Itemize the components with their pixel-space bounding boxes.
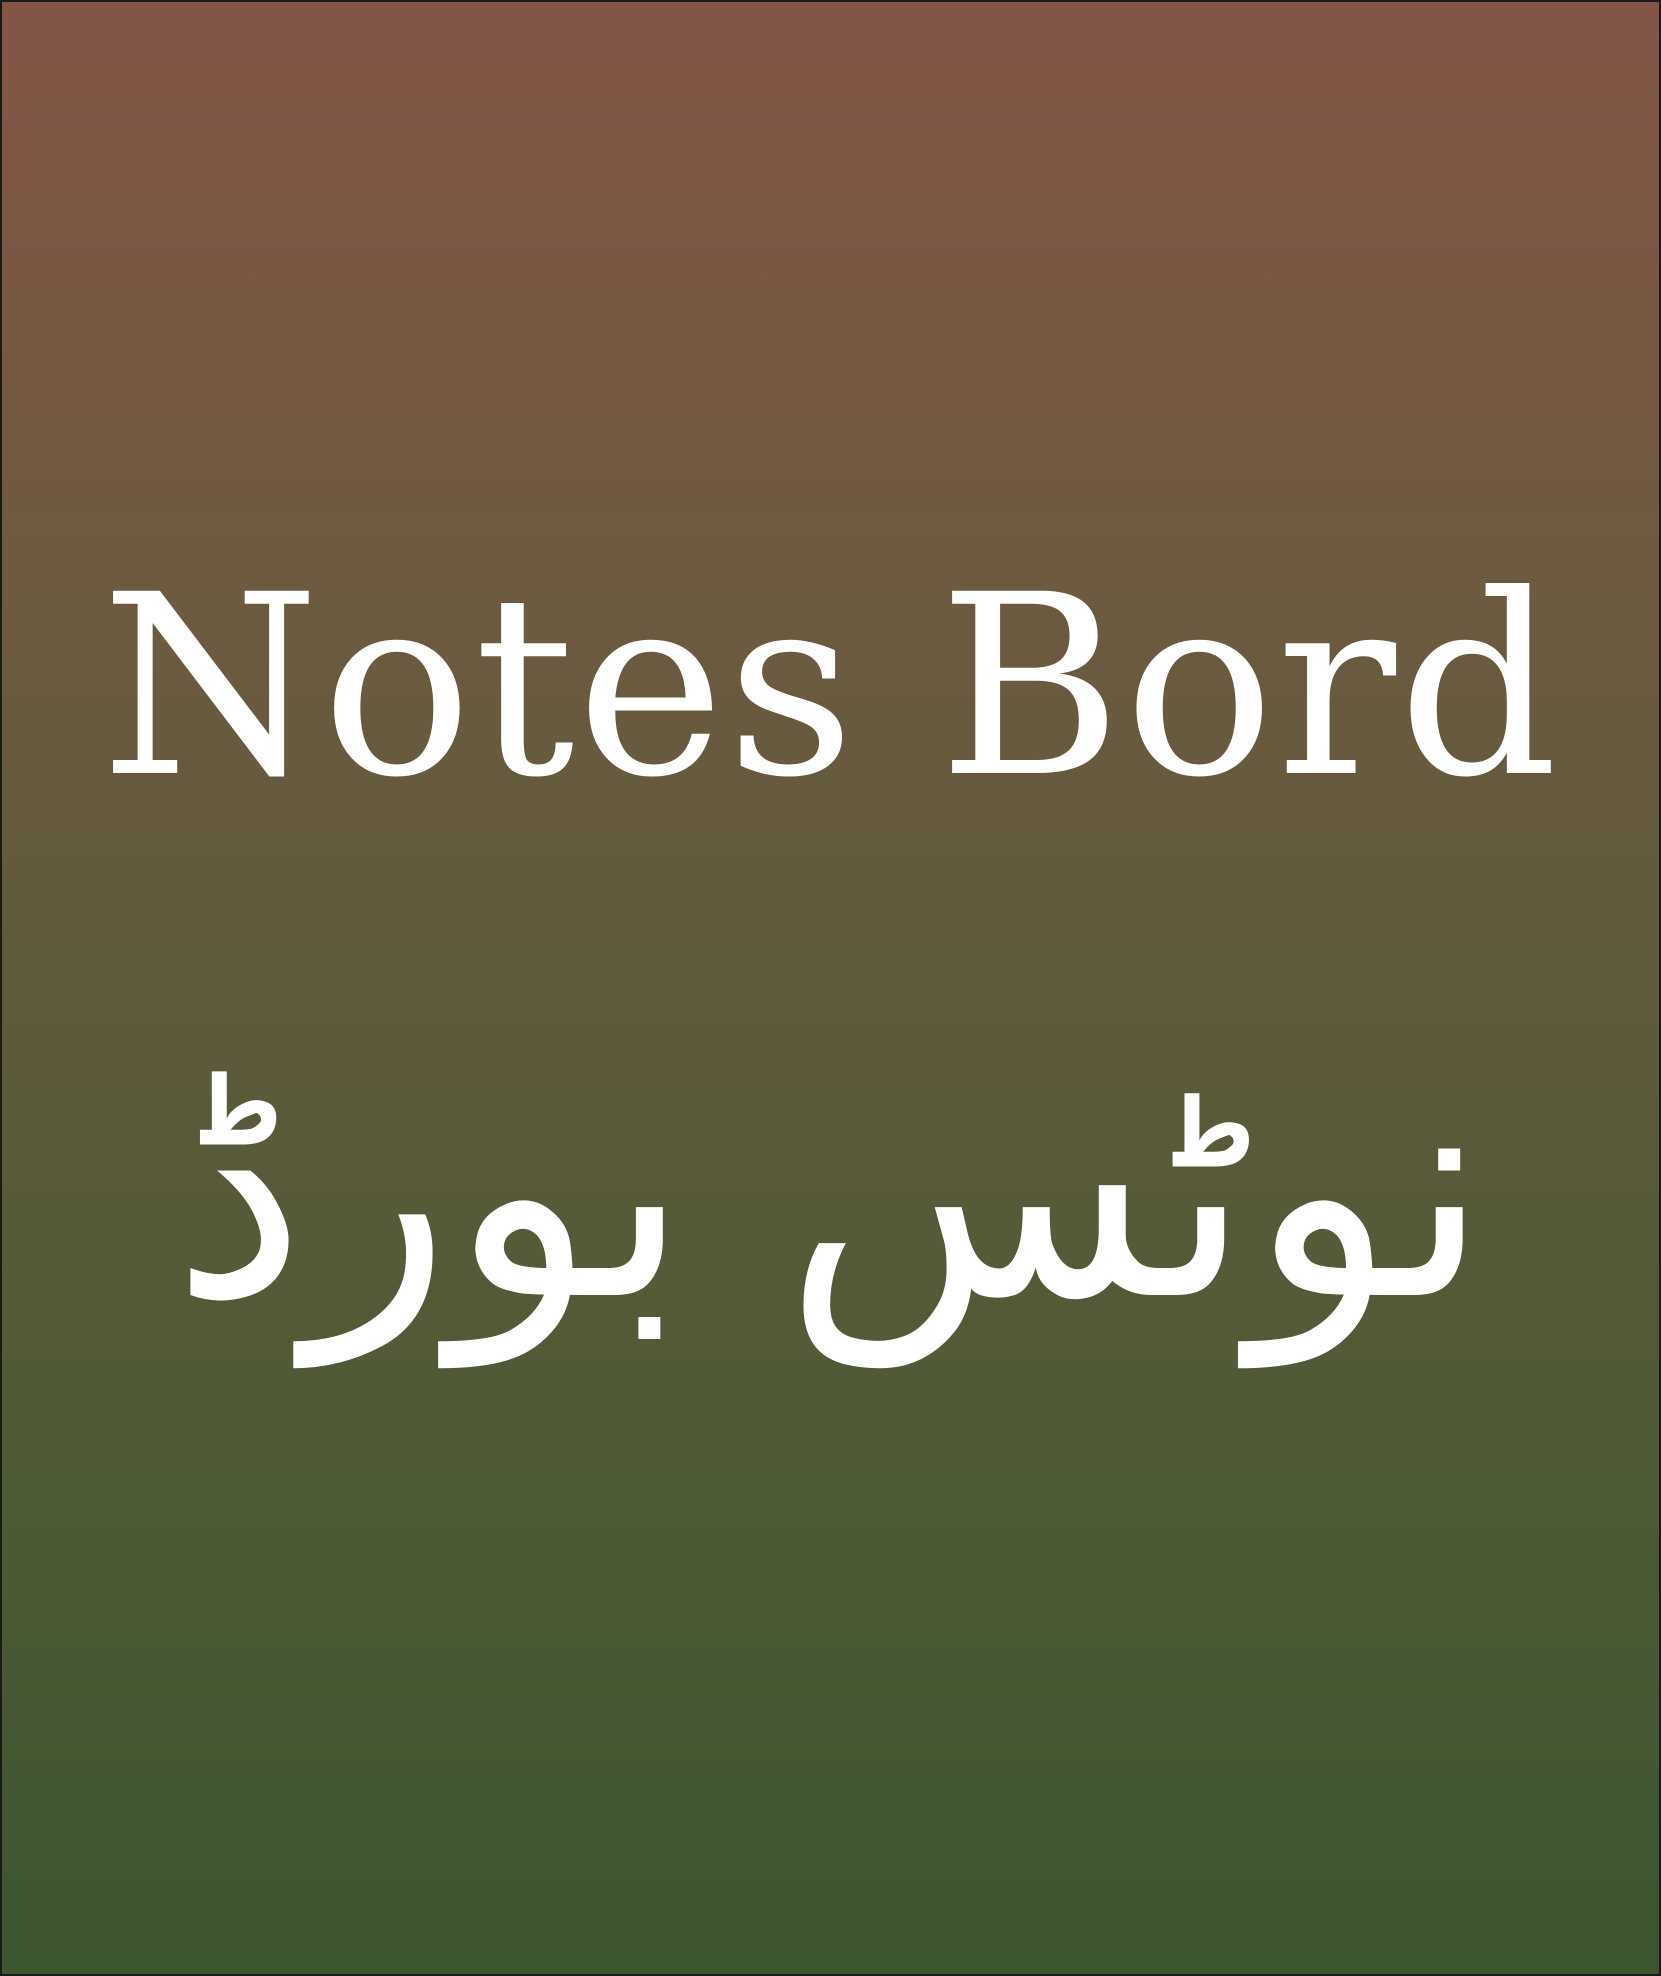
urdu-title: نوٹس بورڈ [172,1017,1489,1366]
english-title: Notes Bord [100,541,1561,832]
